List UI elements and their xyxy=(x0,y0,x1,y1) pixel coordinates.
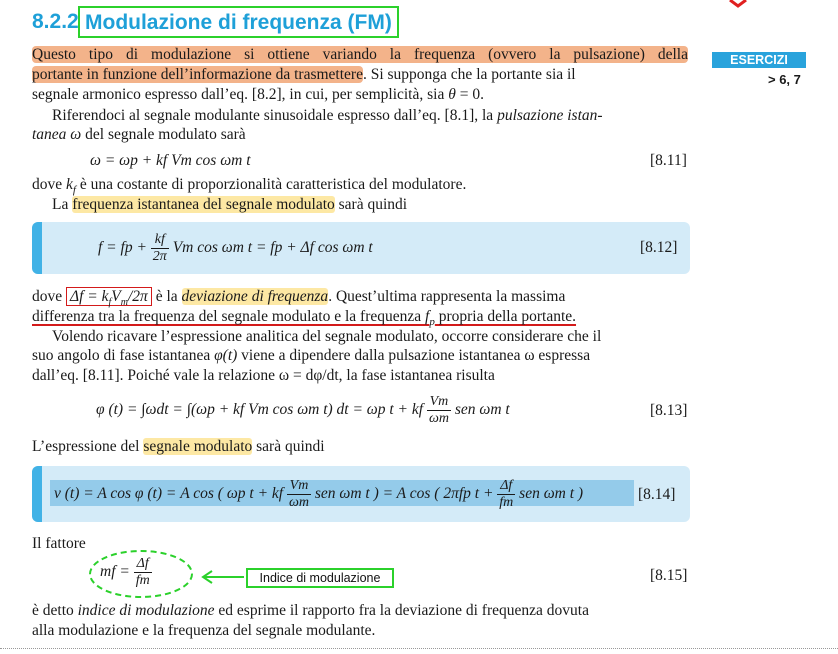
highlight-orange: portante in funzione dell’informazione da trasmettere xyxy=(32,66,363,83)
fraction xyxy=(287,478,311,511)
annotation-label: Indice di modulazione xyxy=(246,568,394,588)
text-span: dove xyxy=(32,288,67,305)
eq-part: sen ωm t ) = A cos ( 2πfp t + xyxy=(310,485,498,503)
bottom-divider xyxy=(0,648,838,649)
equation-number: [8.15] xyxy=(650,567,688,584)
highlight-orange: Questo tipo di modulazione si ottiene variando la frequenza (ovvero la pulsazione) della xyxy=(32,46,688,63)
fraction xyxy=(427,394,451,427)
highlight-yellow: frequenza istantanea del segnale modulato xyxy=(72,196,335,213)
text-span: propria della portante. xyxy=(434,308,577,325)
equation-box-bar xyxy=(32,466,42,522)
numerator: Vm xyxy=(427,394,451,411)
numerator: Vm xyxy=(287,478,311,495)
text-span: La xyxy=(52,196,73,213)
math-span: Δf = k xyxy=(70,288,109,305)
paragraph-line xyxy=(32,66,688,84)
denominator: 2π xyxy=(152,249,167,264)
red-arrow-fragment-icon xyxy=(728,0,748,8)
numerator: kf xyxy=(151,232,169,249)
text-span: è una costante di proporzionalità caratteristica del modulatore. xyxy=(75,176,467,193)
eq-part: φ (t) = ∫ωdt = ∫(ωp + kf Vm cos ωm t) dt = ωp t + kf xyxy=(96,401,427,419)
paragraph-line-underlined: differenza tra la frequenza del segnale modulato e la frequenza $f_p$ propria della portante. xyxy=(32,308,577,329)
equation-box-8-12 xyxy=(32,222,690,274)
equation-number: [8.14] xyxy=(638,486,676,503)
denominator: fm xyxy=(499,495,514,510)
equation-box-bar xyxy=(32,222,42,274)
paragraph-line: alla modulazione e la frequenza del segnale modulante. xyxy=(32,622,376,639)
paragraph-line xyxy=(32,86,484,104)
italic-span: tanea ω xyxy=(32,126,82,143)
paragraph-line xyxy=(32,126,246,144)
equation-number: [8.11] xyxy=(650,152,687,169)
section-number: 8.2.2 xyxy=(32,10,79,33)
italic-span: indice di modulazione xyxy=(77,602,215,619)
text-span: sarà quindi xyxy=(252,438,325,455)
paragraph-line xyxy=(32,288,688,308)
denominator: ωm xyxy=(288,495,309,510)
paragraph-line xyxy=(32,602,688,620)
fraction xyxy=(134,556,152,589)
text-span: differenza tra la frequenza del segnale modulato e la frequenza xyxy=(32,308,426,325)
text-span: . Quest’ultima rappresenta la massima xyxy=(328,288,566,305)
equation-8-14 xyxy=(54,478,583,511)
numerator: Δf xyxy=(134,556,152,573)
paragraph-line xyxy=(52,196,407,214)
text-span: è detto xyxy=(32,602,78,619)
highlight-yellow: segnale modulato xyxy=(143,438,253,455)
text-span: Riferendoci al segnale modulante sinusoidale espresso dall’eq. [8.1], la xyxy=(52,107,498,124)
exercises-ref: > 6, 7 xyxy=(768,72,801,87)
paragraph-line xyxy=(32,438,325,456)
paragraph-line: Volendo ricavare l’espressione analitica del segnale modulato, occorre considerare che il xyxy=(52,328,602,345)
fraction xyxy=(151,232,169,265)
eq-part: v (t) = A cos φ (t) = A cos ( ωp t + kf xyxy=(54,485,287,503)
paragraph-line xyxy=(32,347,590,365)
paragraph-line: Il fattore xyxy=(32,535,86,552)
equation-8-13 xyxy=(96,394,510,427)
text-span: segnale armonico espresso dall’eq. [8.2], in cui, per semplicità, sia xyxy=(32,86,449,103)
paragraph-line xyxy=(32,46,688,64)
text-span: L’espressione del xyxy=(32,438,144,455)
text-span: viene a dipendere dalla pulsazione istantanea ω espressa xyxy=(237,347,591,364)
eq-part: sen ωm t xyxy=(450,401,510,419)
text-span: è la xyxy=(155,288,182,305)
highlight-yellow: deviazione di frequenza xyxy=(181,288,329,305)
numerator: Δf xyxy=(497,478,515,495)
equation-number: [8.12] xyxy=(640,239,678,256)
eq-part: f = fp + xyxy=(98,239,151,257)
text-span: = 0. xyxy=(455,86,484,103)
denominator: fm xyxy=(135,573,150,588)
text-span: dove xyxy=(32,176,67,193)
equation-8-11: ω = ωp + kf Vm cos ωm t xyxy=(90,152,251,169)
equation-8-12 xyxy=(98,232,373,265)
section-title: Modulazione di frequenza (FM) xyxy=(78,6,399,38)
text-span: suo angolo di fase istantanea xyxy=(32,347,215,364)
text-span: del segnale modulato sarà xyxy=(81,126,246,143)
math-span: θ xyxy=(448,86,456,103)
paragraph-line: dove $k_f$ è una costante di proporzionalità caratteristica del modulatore. xyxy=(32,176,467,197)
eq-part: sen ωm t ) xyxy=(515,485,584,503)
equation-number: [8.13] xyxy=(650,402,688,419)
paragraph-line xyxy=(52,107,603,125)
equation-box-8-14 xyxy=(32,466,690,522)
fraction xyxy=(497,478,515,511)
math-span: f xyxy=(425,308,430,325)
delta-f-box: $\Delta f = k_fV_m/2\pi$ xyxy=(66,287,152,306)
text-span: sarà quindi xyxy=(334,196,408,213)
math-span: V xyxy=(111,288,121,305)
eq-part: Vm cos ωm t = fp + Δf cos ωm t xyxy=(168,239,373,257)
arrow-left-icon xyxy=(200,569,246,585)
math-span: /2π xyxy=(128,288,148,305)
italic-span: pulsazione istan- xyxy=(497,107,603,124)
eq-part: mf = xyxy=(100,563,134,581)
math-span: k xyxy=(66,176,73,193)
equation-8-15 xyxy=(100,556,152,589)
exercises-label: ESERCIZI xyxy=(712,52,806,68)
text-span: ed esprime il rapporto fra la deviazione di frequenza dovuta xyxy=(214,602,589,619)
denominator: ωm xyxy=(428,411,449,426)
text-span: . Si supponga che la portante sia il xyxy=(362,66,576,83)
math-span: φ(t) xyxy=(214,347,238,364)
paragraph-line: dall’eq. [8.11]. Poiché vale la relazione ω = dφ/dt, la fase istantanea risulta xyxy=(32,367,495,384)
